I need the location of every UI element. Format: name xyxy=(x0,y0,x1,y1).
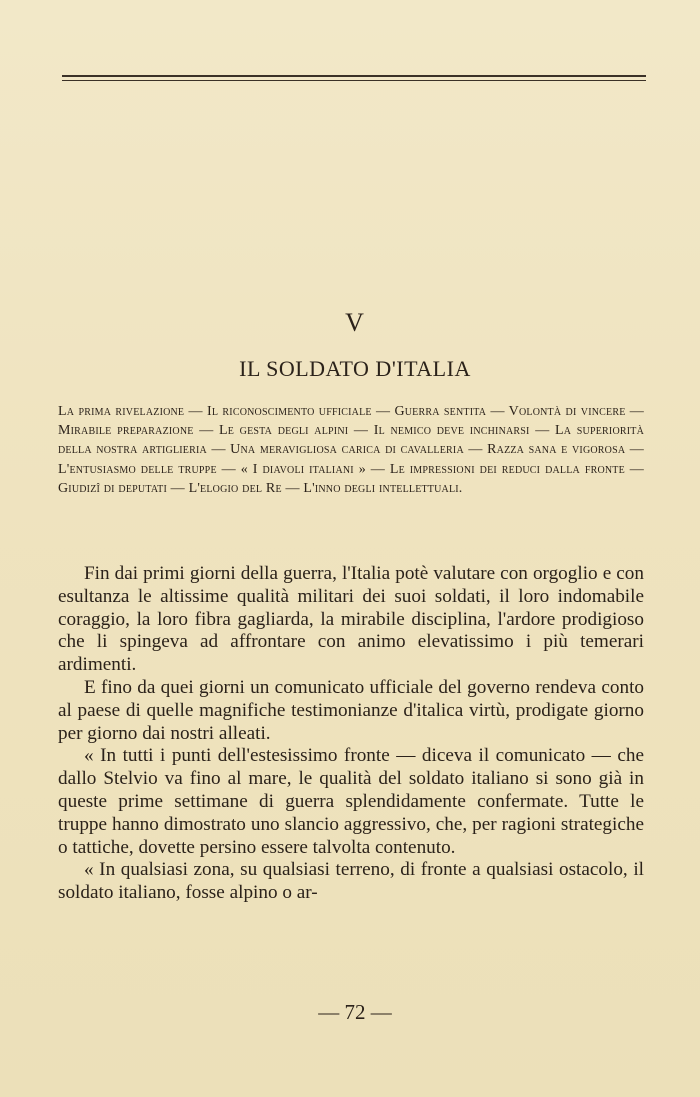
chapter-number: V xyxy=(345,308,365,337)
chapter-title: IL SOLDATO D'ITALIA xyxy=(239,356,471,381)
paragraph: « In qualsiasi zona, su qualsiasi terreno, di fronte a qualsiasi ostacolo, il soldato italiano, fosse alpino o ar- xyxy=(58,859,644,904)
paragraph: « In tutti i punti dell'estesissimo fronte — diceva il comunicato — che dallo Stelvio va fino al mare, le qualità del soldato italiano si sono già in queste prime settimane di guerra splendidamente confermate. Tutte le truppe hanno dimostrato uno slancio aggressivo, che, per ragioni strategiche o tattiche, dovette persino essere talvolta contenuto. xyxy=(58,745,644,858)
page-number: — 72 — xyxy=(318,1000,392,1024)
body-text xyxy=(58,563,644,905)
paragraph: Fin dai primi giorni della guerra, l'Italia potè valutare con orgoglio e con esultanza le altissime qualità militari dei suoi soldati, il loro indomabile coraggio, la loro fibra gagliarda, la mirabile disciplina, l'ardore prodigioso che li spingeva ad affrontare con animo elevatissimo i più temerari ardimenti. xyxy=(58,563,644,676)
paragraph: E fino da quei giorni un comunicato ufficiale del governo rendeva conto al paese di quelle magnifiche testimonianze d'italica virtù, prodigate giorno per giorno dai nostri alleati. xyxy=(58,676,644,744)
chapter-summary: La prima rivelazione — Il riconoscimento ufficiale — Guerra sentita — Volontà di vincere — Mirabile preparazione — Le gesta degli alpini — Il nemico deve inchinarsi — La superiorità della nostra artiglieria — Una meravigliosa carica di cavalleria — Razza sana e vigorosa — L'entusiasmo delle truppe — « I diavoli italiani » — Le impressioni dei reduci dalla fronte — Giudizî di deputati — L'elogio del Re — L'inno degli intellettuali. xyxy=(58,404,644,496)
header-rule-thin xyxy=(62,80,646,81)
header-rule-thick xyxy=(62,75,646,77)
